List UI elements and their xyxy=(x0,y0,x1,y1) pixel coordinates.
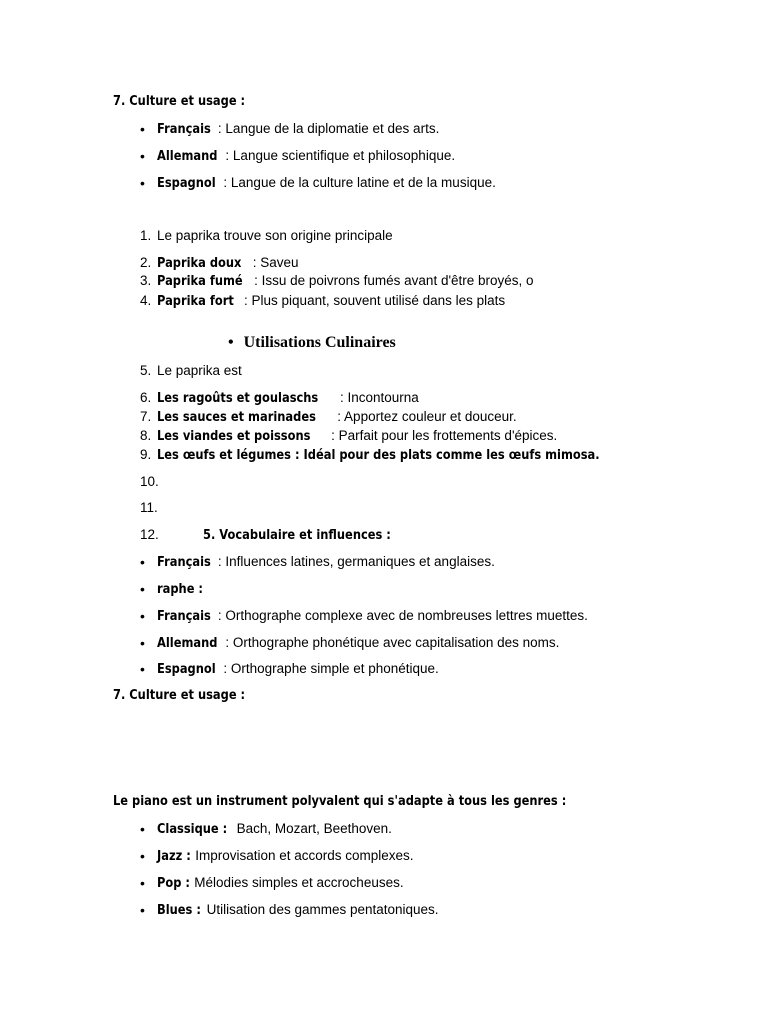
item-label: Paprika fort xyxy=(157,294,234,309)
item-label: Français xyxy=(157,609,211,624)
paragraph-piano: Le piano est un instrument polyvalent qui s'adapte à tous les genres : xyxy=(113,794,567,809)
item-text: : Parfait pour les frottements d'épices. xyxy=(327,428,558,443)
item-text: Improvisation et accords complexes. xyxy=(191,848,414,863)
bullet-icon: • xyxy=(140,608,145,624)
item-label: Les ragoûts et goulaschs xyxy=(157,391,319,406)
item-text: : Apportez couleur et douceur. xyxy=(333,409,517,424)
item-text: Mélodies simples et accrocheuses. xyxy=(190,875,404,890)
bullet-icon: • xyxy=(140,635,145,651)
section-heading-culture-2: 7. Culture et usage : xyxy=(113,688,246,703)
item-number: 11. xyxy=(140,500,158,515)
item-number: 3. xyxy=(140,273,152,288)
item-number: 9. xyxy=(140,447,152,462)
item-label: Classique : xyxy=(157,822,228,837)
item-text: : Orthographe phonétique avec capitalisation des noms. xyxy=(221,635,560,650)
item-text: : Orthographe complexe avec de nombreuses lettres muettes. xyxy=(214,608,588,623)
item-number: 4. xyxy=(140,293,152,308)
item-text: : Issu de poivrons fumés avant d'être broyés, o xyxy=(250,273,534,288)
item-text: : Incontourna xyxy=(336,390,419,405)
item-number: 10. xyxy=(140,474,159,489)
item-label: Français xyxy=(157,555,211,570)
bullet-icon: • xyxy=(140,581,145,597)
item-label: Jazz : xyxy=(157,849,191,864)
bullet-icon: • xyxy=(228,334,234,351)
item-number: 12. xyxy=(140,527,159,542)
section-heading-culture: 7. Culture et usage : xyxy=(113,94,246,109)
bullet-icon: • xyxy=(140,175,145,191)
item-number: 6. xyxy=(140,390,152,405)
item-text: Bach, Mozart, Beethoven. xyxy=(232,821,392,836)
item-text: : Plus piquant, souvent utilisé dans les plats xyxy=(240,293,506,308)
item-label: Paprika fumé xyxy=(157,274,243,289)
item-text: Le paprika est xyxy=(157,363,242,378)
item-label: Les viandes et poissons xyxy=(157,429,311,444)
bullet-icon: • xyxy=(140,148,145,164)
item-text: : Orthographe simple et phonétique. xyxy=(219,661,439,676)
item-label: raphe : xyxy=(157,582,204,597)
item-text: : Langue de la diplomatie et des arts. xyxy=(214,121,440,136)
item-number: 7. xyxy=(140,409,152,424)
item-text: : Langue de la culture latine et de la musique. xyxy=(219,175,496,190)
item-label: Allemand xyxy=(157,149,218,164)
item-label: Espagnol xyxy=(157,662,216,677)
item-label: Allemand xyxy=(157,636,218,651)
section-heading-culinary xyxy=(228,334,396,352)
item-label: Pop : xyxy=(157,876,190,891)
bullet-icon: • xyxy=(140,848,145,864)
item-number: 2. xyxy=(140,255,152,270)
item-label: Français xyxy=(157,122,211,137)
item-text: Utilisation des gammes pentatoniques. xyxy=(202,902,439,917)
bullet-icon: • xyxy=(140,121,145,137)
bullet-icon: • xyxy=(140,821,145,837)
item-number: 1. xyxy=(140,228,152,243)
bullet-icon: • xyxy=(140,875,145,891)
item-text: : Langue scientifique et philosophique. xyxy=(221,148,456,163)
bullet-icon: • xyxy=(140,902,145,918)
item-label: Paprika doux xyxy=(157,256,242,271)
item-number: 8. xyxy=(140,428,152,443)
item-number: 5. xyxy=(140,363,152,378)
section-title: Utilisations Culinaires xyxy=(243,334,396,351)
bullet-icon: • xyxy=(140,554,145,570)
item-text: Le paprika trouve son origine principale xyxy=(157,228,393,243)
item-text: : Influences latines, germaniques et anglaises. xyxy=(214,554,495,569)
section-heading-vocabulary: 5. Vocabulaire et influences : xyxy=(203,528,391,543)
item-label: Les sauces et marinades xyxy=(157,410,316,425)
bullet-icon: • xyxy=(140,661,145,677)
item-label: Blues : xyxy=(157,903,201,918)
item-label: Espagnol xyxy=(157,176,216,191)
item-label: Les œufs et légumes : Idéal pour des plats comme les œufs mimosa. xyxy=(157,448,600,463)
item-text: : Saveu xyxy=(248,255,299,270)
